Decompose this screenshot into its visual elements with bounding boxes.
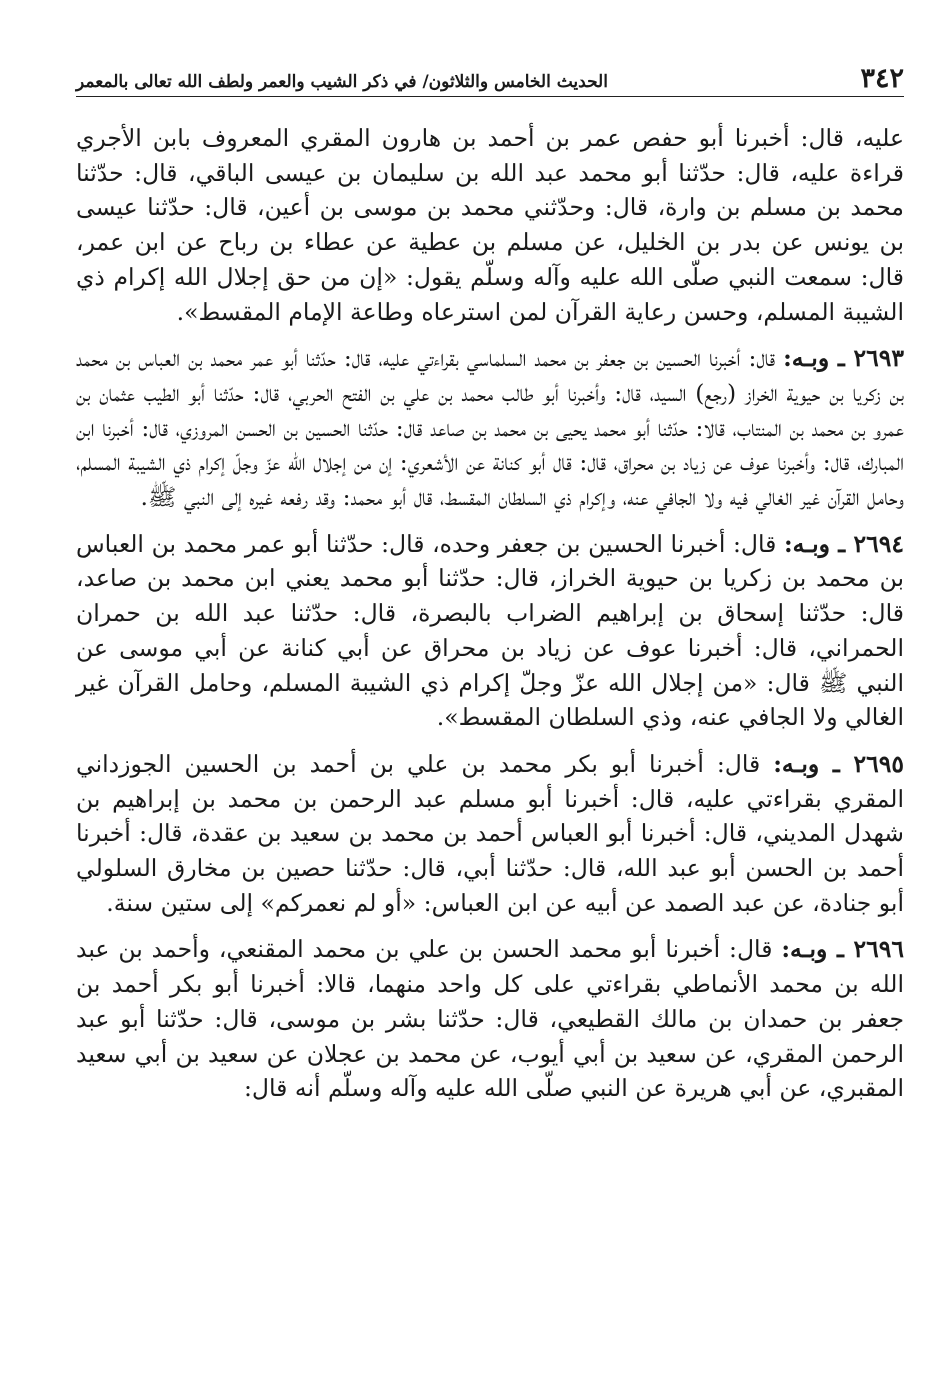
hadith-number: ٢٦٩٣ ـ وبـه: bbox=[783, 344, 904, 373]
paragraph-continuation bbox=[76, 121, 904, 329]
hadith-2696 bbox=[76, 932, 904, 1106]
paragraph-text: قال: أخبرنا الحسين بن جعفر وحده، قال: حدّثنا أبو عمر محمد بن العباس بن محمد بن زكريا بن حيوية الخراز، قال: حدّثنا أبو محمد يعني ابن محمد بن صاعد، قال: حدّثنا إسحاق بن إبراهيم الضراب بالبصرة، قال: حدّثنا عبد الله بن حمران الحمراني، قال: أخبرنا عوف عن زياد بن محراق عن أبي كنانة عن أبي موسى عن النبي ﷺ قال: «من إجلال الله عزّ وجلّ إكرام ذي الشيبة المسلم، وحامل القرآن غير الغالي ولا الجافي عنه، وذي السلطان المقسط». bbox=[76, 529, 904, 732]
hadith-2695 bbox=[76, 747, 904, 921]
running-header bbox=[76, 52, 904, 97]
paragraph-text: قال: أخبرنا أبو بكر محمد بن علي بن أحمد بن الحسين الجوزداني المقري بقراءتي عليه، قال: أخبرنا أبو مسلم عبد الرحمن بن محمد بن إبراهيم بن شهدل المديني، قال: أخبرنا أبو العباس أحمد بن محمد بن سعيد بن عقدة، قال: أخبرنا أحمد بن الحسن أبو عبد الله، قال: حدّثنا أبي، قال: حدّثنا حصين بن مخارق السلولي أبو جنادة، عن عبد الصمد عن أبيه عن ابن العباس: «أو لم نعمركم» إلى ستين سنة. bbox=[76, 749, 904, 917]
hadith-number: ٢٦٩٦ ـ وبـه: bbox=[781, 935, 904, 964]
page-body bbox=[76, 121, 904, 1106]
paragraph-text: قال: أخبرنا الحسين بن جعفر بن محمد السلماسي بقراءتي عليه، قال: حدّثنا أبو عمر محمد بن العباس بن محمد بن زكريا بن حيوية الخراز (رجع) السيد، قال: وأخبرنا أبو طالب محمد بن علي بن الفتح الحربي، قال: حدّثنا أبو الطيب عثمان بن عمرو بن محمد بن المنتاب، قالا: حدّثنا أبو محمد يحيى بن محمد بن صاعد قال: حدّثنا الحسين بن الحسن المروزي، قال: أخبرنا ابن المبارك، قال: وأخبرنا عوف عن زياد بن محراق، قال: قال أبو كنانة عن الأشعري: إن من إجلال الله عزّ وجلّ إكرام ذي الشيبة المسلم، وحامل القرآن غير الغالي فيه ولا الجافي عنه، وإكرام ذي السلطان المقسط، قال أبو محمد: وقد رفعه غيره إلى النبي ﷺ. bbox=[76, 344, 904, 512]
hadith-2694 bbox=[76, 527, 904, 735]
hadith-number: ٢٦٩٤ ـ وبـه: bbox=[783, 529, 905, 558]
running-title: الحديث الخامس والثلاثون/ في ذكر الشيب والعمر ولطف الله تعالى بالمعمر bbox=[76, 72, 608, 92]
hadith-2693 bbox=[76, 341, 904, 515]
book-page bbox=[76, 52, 904, 1118]
hadith-number: ٢٦٩٥ ـ وبـه: bbox=[773, 749, 905, 778]
paragraph-text: قال: أخبرنا أبو محمد الحسن بن علي بن محمد المقنعي، وأحمد بن عبد الله بن محمد الأنماطي بقراءتي على كل واحد منهما، قالا: أخبرنا أبو بكر أحمد بن جعفر بن حمدان بن مالك القطيعي، قال: حدّثنا بشر بن موسى، قال: حدّثنا أبو عبد الرحمن المقري، عن سعيد بن أبي أيوب، عن محمد بن عجلان عن سعيد بن أبي سعيد المقبري، عن أبي هريرة عن النبي صلّى الله عليه وآله وسلّم أنه قال: bbox=[76, 935, 904, 1103]
paragraph-text: عليه، قال: أخبرنا أبو حفص عمر بن أحمد بن هارون المقري المعروف بابن الأجري قراءة عليه، قال: حدّثنا أبو محمد عبد الله بن سليمان بن عيسى الباقي، قال: حدّثنا محمد بن مسلم بن وارة، قال: وحدّثني محمد بن موسى بن أعين، قال: حدّثنا عيسى بن يونس عن بدر بن الخليل، عن مسلم بن عطية عن عطاء بن رباح عن ابن عمر، قال: سمعت النبي صلّى الله عليه وآله وسلّم يقول: «إن من حق إجلال الله إكرام ذي الشيبة المسلم، وحسن رعاية القرآن لمن استرعاه وطاعة الإمام المقسط». bbox=[76, 124, 904, 326]
page-number: ٣٤٢ bbox=[860, 63, 904, 94]
